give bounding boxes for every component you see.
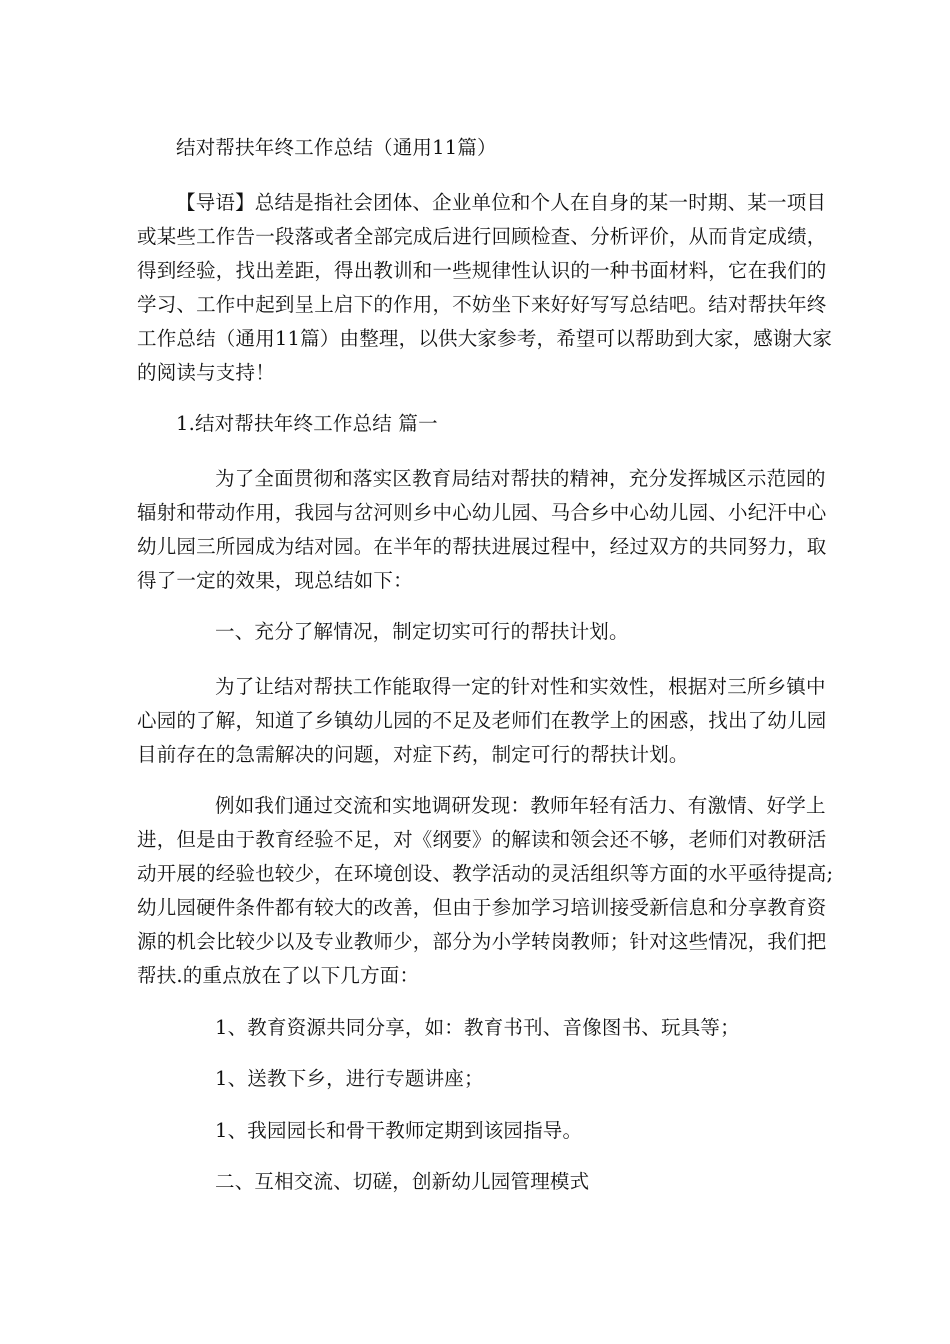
paragraph-line: 帮扶.的重点放在了以下几方面：: [137, 964, 420, 987]
document-title: 结对帮扶年终工作总结（通用11篇）: [176, 136, 497, 159]
section-heading: 1.结对帮扶年终工作总结 篇一: [176, 412, 438, 435]
list-item: 1、送教下乡，进行专题讲座；: [215, 1067, 484, 1090]
intro-line: 工作总结（通用11篇）由整理，以供大家参考，希望可以帮助到大家，感谢大家: [137, 327, 833, 350]
paragraph-line: 例如我们通过交流和实地调研发现：教师年轻有活力、有激情、好学上: [215, 794, 826, 817]
subheading: 二、互相交流、切磋，创新幼儿园管理模式: [215, 1170, 590, 1193]
paragraph-line: 幼儿园三所园成为结对园。在半年的帮扶进展过程中，经过双方的共同努力，取: [137, 535, 827, 558]
paragraph-line: 动开展的经验也较少，在环境创设、教学活动的灵活组织等方面的水平亟待提高;: [137, 862, 834, 885]
paragraph-line: 辐射和带动作用，我园与岔河则乡中心幼儿园、马合乡中心幼儿园、小纪汗中心: [137, 501, 827, 524]
paragraph-line: 为了让结对帮扶工作能取得一定的针对性和实效性，根据对三所乡镇中: [215, 675, 826, 698]
intro-line: 学习、工作中起到呈上启下的作用，不妨坐下来好好写写总结吧。结对帮扶年终: [137, 293, 827, 316]
intro-line: 【导语】总结是指社会团体、企业单位和个人在自身的某一时期、某一项目: [176, 191, 827, 214]
paragraph-line: 得了一定的效果，现总结如下：: [137, 569, 413, 592]
intro-line: 得到经验，找出差距，得出教训和一些规律性认识的一种书面材料，它在我们的: [137, 259, 827, 282]
paragraph-line: 为了全面贯彻和落实区教育局结对帮扶的精神，充分发挥城区示范园的: [215, 467, 826, 490]
paragraph-line: 源的机会比较少以及专业教师少，部分为小学转岗教师；针对这些情况，我们把: [137, 930, 827, 953]
paragraph-line: 目前存在的急需解决的问题，对症下药，制定可行的帮扶计划。: [137, 743, 689, 766]
subheading: 一、充分了解情况，制定切实可行的帮扶计划。: [215, 620, 629, 643]
paragraph-line: 心园的了解，知道了乡镇幼儿园的不足及老师们在教学上的困惑，找出了幼儿园: [137, 709, 827, 732]
list-item: 1、教育资源共同分享，如：教育书刊、音像图书、玩具等；: [215, 1016, 740, 1039]
paragraph-line: 进，但是由于教育经验不足，对《纲要》的解读和领会还不够，老师们对教研活: [137, 828, 827, 851]
paragraph-line: 幼儿园硬件条件都有较大的改善，但由于参加学习培训接受新信息和分享教育资: [137, 896, 827, 919]
list-item: 1、我园园长和骨干教师定期到该园指导。: [215, 1119, 583, 1142]
intro-line: 或某些工作告一段落或者全部完成后进行回顾检查、分析评价，从而肯定成绩，: [137, 225, 827, 248]
intro-line: 的阅读与支持！: [137, 361, 275, 384]
